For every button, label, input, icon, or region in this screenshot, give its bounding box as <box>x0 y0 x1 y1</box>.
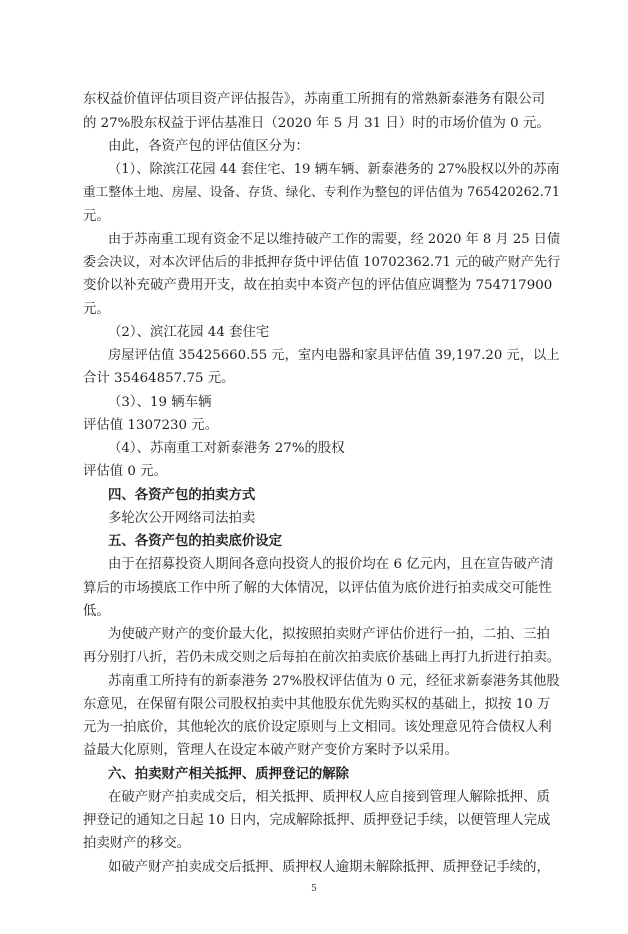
section-heading: 四、各资产包的拍卖方式 <box>108 488 256 503</box>
body-line: 多轮次公开网络司法拍卖 <box>108 511 256 526</box>
body-line: 苏南重工所持有的新泰港务 27%股权评估值为 0 元，经征求新泰港务其他股 <box>108 674 560 689</box>
body-line: 变价以补充破产费用开支，故在拍卖中本资产包的评估值应调整为 754717900 <box>83 278 553 293</box>
body-line: 委会决议，对本次评估后的非抵押存货中评估值 10702362.71 元的破产财产先行 <box>83 255 561 270</box>
body-line: 评估值 1307230 元。 <box>83 418 219 433</box>
body-line: （2）、滨江花园 44 套住宅 <box>108 325 270 340</box>
body-line: 押登记的通知之日起 10 日内，完成解除抵押、质押登记手续，以便管理人完成 <box>83 813 551 828</box>
body-line: 评估值 0 元。 <box>83 464 167 479</box>
body-line: （1）、除滨江花园 44 套住宅、19 辆车辆、新泰港务的 27%股权以外的苏南 <box>108 162 560 177</box>
body-line: 如破产财产拍卖成交后抵押、质押权人逾期未解除抵押、质押登记手续的， <box>108 860 550 875</box>
body-line: 房屋评估值 35425660.55 元，室内电器和家具评估值 39,197.20 元，以上 <box>108 348 560 363</box>
page-number: 5 <box>311 884 317 894</box>
body-line: 低。 <box>83 604 110 619</box>
body-line: 元为一拍底价，其他轮次的底价设定原则与上文相同。该处理意见符合债权人利 <box>83 720 552 735</box>
body-line: （3）、19 辆车辆 <box>108 395 212 410</box>
section-heading: 六、拍卖财产相关抵押、质押登记的解除 <box>108 767 350 782</box>
body-line: 由此，各资产包的评估值区分为： <box>108 139 309 154</box>
body-line: （4）、苏南重工对新泰港务 27%的股权 <box>108 441 345 456</box>
body-line: 合计 35464857.75 元。 <box>83 371 235 386</box>
body-line: 元。 <box>83 209 110 224</box>
body-line: 由于苏南重工现有资金不足以维持破产工作的需要，经 2020 年 8 月 25 日债 <box>108 232 561 247</box>
body-line: 益最大化原则，管理人在设定本破产财产变价方案时予以采用。 <box>83 743 458 758</box>
section-heading: 五、各资产包的拍卖底价设定 <box>108 534 283 549</box>
body-line: 重工整体土地、房屋、设备、存货、绿化、专利作为整包的评估值为 765420262.71 <box>83 184 560 199</box>
body-line: 的 27%股东权益于评估基准日（2020 年 5 月 31 日）时的市场价值为 0 元。 <box>83 116 550 131</box>
body-line: 拍卖财产的移交。 <box>83 836 191 851</box>
body-line: 东意见，在保留有限公司股权拍卖中其他股东优先购买权的基础上，拟按 10 万 <box>83 697 551 712</box>
body-line: 在破产财产拍卖成交后，相关抵押、质押权人应自接到管理人解除抵押、质 <box>108 790 550 805</box>
body-line: 再分别打八折，若仍未成交则之后每拍在前次拍卖底价基础上再打九折进行拍卖。 <box>83 650 561 665</box>
body-line: 算后的市场摸底工作中所了解的大体情况，以评估值为底价进行拍卖成交可能性 <box>83 581 552 596</box>
body-line: 东权益价值评估项目资产评估报告》，苏南重工所拥有的常熟新泰港务有限公司 <box>83 92 545 107</box>
body-line: 由于在招募投资人期间各意向投资人的报价均在 6 亿元内，且在宣告破产清 <box>108 557 554 572</box>
body-line: 元。 <box>83 302 110 317</box>
body-line: 为使破产财产的变价最大化，拟按照拍卖财产评估价进行一拍，二拍、三拍 <box>108 627 550 642</box>
